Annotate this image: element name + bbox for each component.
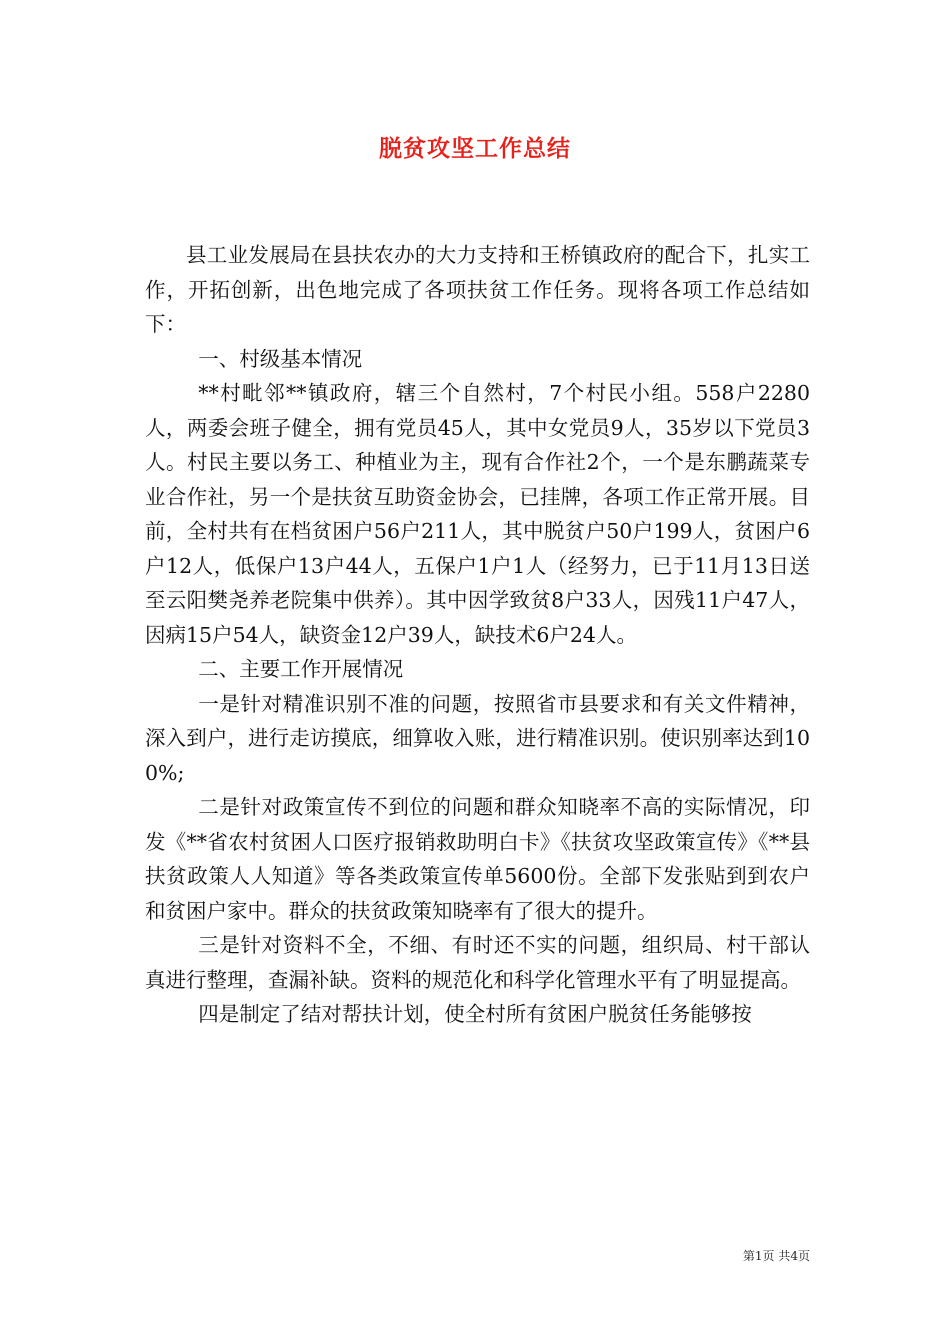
intro-paragraph: 县工业发展局在县扶农办的大力支持和王桥镇政府的配合下，扎实工作，开拓创新，出色地完成了各项扶贫工作任务。现将各项工作总结如下： xyxy=(145,243,810,336)
work-item-4-paragraph: 四是制定了结对帮扶计划，使全村所有贫困户脱贫任务能够按 xyxy=(198,1002,752,1026)
section-heading-2: 二、主要工作开展情况 xyxy=(198,657,404,681)
document-body xyxy=(145,238,810,1032)
page-number-footer: 第1页 共4页 xyxy=(742,1249,810,1263)
work-item-3-paragraph: 三是针对资料不全，不细、有时还不实的问题，组织局、村干部认真进行整理，查漏补缺。资料的规范化和科学化管理水平有了明显提高。 xyxy=(145,933,810,992)
section-heading-1: 一、村级基本情况 xyxy=(198,346,363,371)
work-item-1-paragraph: 一是针对精准识别不准的问题，按照省市县要求和有关文件精神，深入到户，进行走访摸底，细算收入账，进行精准识别。使识别率达到100%; xyxy=(145,691,810,785)
village-info-paragraph: **村毗邻**镇政府，辖三个自然村，7个村民小组。558户2280人，两委会班子健全，拥有党员45人，其中女党员9人，35岁以下党员3人。村民主要以务工、种植业为主，现有合作社2个，一个是东鹏蔬菜专业合作社，另一个是扶贫互助资金协会，已挂牌，各项工作正常开展。目前，全村共有在档贫困户56户211人，其中脱贫户50户199人，贫困户6户12人，低保户13户44人，五保户1户1人（经努力，已于11月13日送至云阳樊尧养老院集中供养）。其中因学致贫8户33人，因残11户47人，因病15户54人，缺资金12户39人，缺技术6户24人。 xyxy=(145,381,810,647)
work-item-2-paragraph: 二是针对政策宣传不到位的问题和群众知晓率不高的实际情况，印发《**省农村贫困人口医疗报销救助明白卡》《扶贫攻坚政策宣传》《**县扶贫政策人人知道》等各类政策宣传单5600份。全部下发张贴到到农户和贫困户家中。群众的扶贫政策知晓率有了很大的提升。 xyxy=(145,795,810,923)
document-title: 脱贫攻坚工作总结 xyxy=(379,135,571,162)
